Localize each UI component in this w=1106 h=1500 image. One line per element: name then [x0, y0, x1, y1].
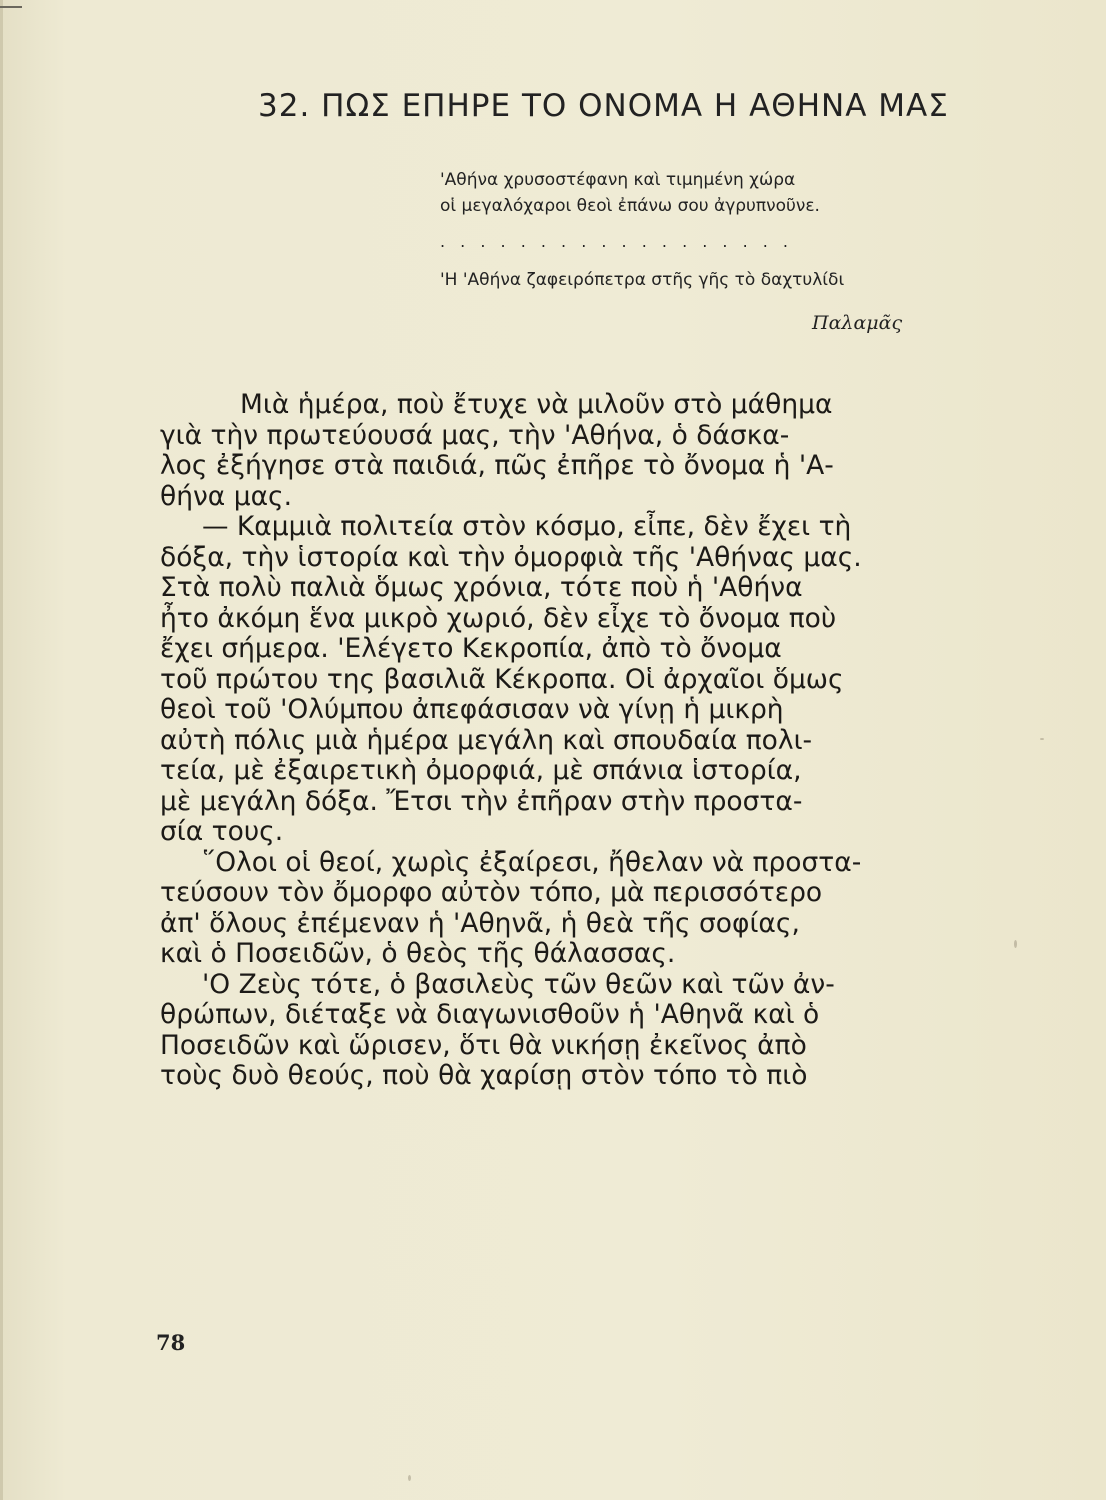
- epigraph-ellipsis: . . . . . . . . . . . . . . . . . .: [440, 232, 794, 251]
- text-line: αὐτὴ πόλις μιὰ ἡμέρα μεγάλη καὶ σπουδαία πολι-: [160, 724, 813, 756]
- text-line: τοῦ πρώτου της βασιλιᾶ Κέκροπα. Οἱ ἀρχαῖοι ὅμως: [160, 663, 844, 695]
- epigraph: [440, 167, 844, 293]
- text-line: θρώπων, διέταξε νὰ διαγωνισθοῦν ἡ 'Αθηνᾶ καὶ ὁ: [160, 999, 820, 1030]
- paper-speck: [1040, 738, 1044, 740]
- page-gutter: [0, 0, 3, 1500]
- epigraph-line: 'Η 'Αθήνα ζαφειρόπετρα στῆς γῆς τὸ δαχτυλίδι: [440, 270, 845, 290]
- text-line: θεοὶ τοῦ 'Ολύμπου ἀπεφάσισαν νὰ γίνῃ ἡ μικρὴ: [160, 694, 784, 725]
- text-line: λος ἐξήγησε στὰ παιδιά, πῶς ἐπῆρε τὸ ὄνομα ἡ 'Α-: [160, 450, 834, 481]
- text-line: ἀπ' ὅλους ἐπέμεναν ἡ 'Αθηνᾶ, ἡ θεὰ τῆς σοφίας,: [160, 907, 800, 939]
- text-line: τοὺς δυὸ θεούς, ποὺ θὰ χαρίσῃ στὸν τόπο τὸ πιὸ: [160, 1060, 808, 1091]
- text-line: τεία, μὲ ἐξαιρετικὴ ὀμορφιά, μὲ σπάνια ἱστορία,: [160, 755, 802, 786]
- paper-speck: [1014, 940, 1017, 948]
- text-line: δόξα, τὴν ἱστορία καὶ τὴν ὀμορφιὰ τῆς 'Αθήνας μας.: [160, 541, 862, 573]
- text-line: Μιὰ ἡμέρα, ποὺ ἔτυχε νὰ μιλοῦν στὸ μάθημα: [240, 389, 833, 420]
- page-number: 78: [156, 1330, 186, 1355]
- epigraph-line: οἱ μεγαλόχαροι θεοὶ ἐπάνω σου ἀγρυπνοῦνε.: [440, 196, 820, 216]
- text-line: ῞Ολοι οἱ θεοί, χωρὶς ἐξαίρεσι, ἤθελαν νὰ προστα-: [202, 846, 862, 878]
- text-line: σία τους.: [160, 816, 284, 847]
- text-line: τεύσουν τὸν ὄμορφο αὐτὸν τόπο, μὰ περισσότερο: [160, 877, 823, 908]
- text-line: Ποσειδῶν καὶ ὥρισεν, ὅτι θὰ νικήσῃ ἐκεῖνος ἀπὸ: [160, 1029, 807, 1061]
- text-line: μὲ μεγάλη δόξα. Ἔτσι τὴν ἐπῆραν στὴν προστα-: [160, 785, 803, 817]
- epigraph-line: 'Αθήνα χρυσοστέφανη καὶ τιμημένη χώρα: [440, 170, 796, 190]
- text-line: καὶ ὁ Ποσειδῶν, ὁ θεὸς τῆς θάλασσας.: [160, 938, 676, 969]
- text-line: θήνα μας.: [160, 480, 293, 512]
- chapter-title: 32. ΠΩΣ ΕΠΗΡΕ ΤΟ ΟΝΟΜΑ Η ΑΘΗΝΑ ΜΑΣ: [258, 88, 949, 124]
- text-line: — Καμμιὰ πολιτεία στὸν κόσμο, εἶπε, δὲν ἔχει τὴ: [202, 511, 852, 542]
- body-text: [160, 390, 992, 1092]
- text-line: 'Ο Ζεὺς τότε, ὁ βασιλεὺς τῶν θεῶν καὶ τῶν ἀν-: [202, 968, 835, 1000]
- scan-mark: [0, 6, 22, 8]
- text-line: γιὰ τὴν πρωτεύουσά μας, τὴν 'Αθήνα, ὁ δάσκα-: [160, 419, 790, 451]
- paper-speck: [408, 1475, 411, 1481]
- text-line: ἦτο ἀκόμη ἕνα μικρὸ χωριό, δὲν εἶχε τὸ ὄνομα ποὺ: [160, 602, 837, 634]
- epigraph-author: Παλαμᾶς: [812, 312, 903, 334]
- text-line: Στὰ πολὺ παλιὰ ὅμως χρόνια, τότε ποὺ ἡ 'Αθήνα: [160, 572, 803, 603]
- text-line: ἔχει σήμερα. 'Ελέγετο Κεκροπία, ἀπὸ τὸ ὄνομα: [160, 633, 782, 664]
